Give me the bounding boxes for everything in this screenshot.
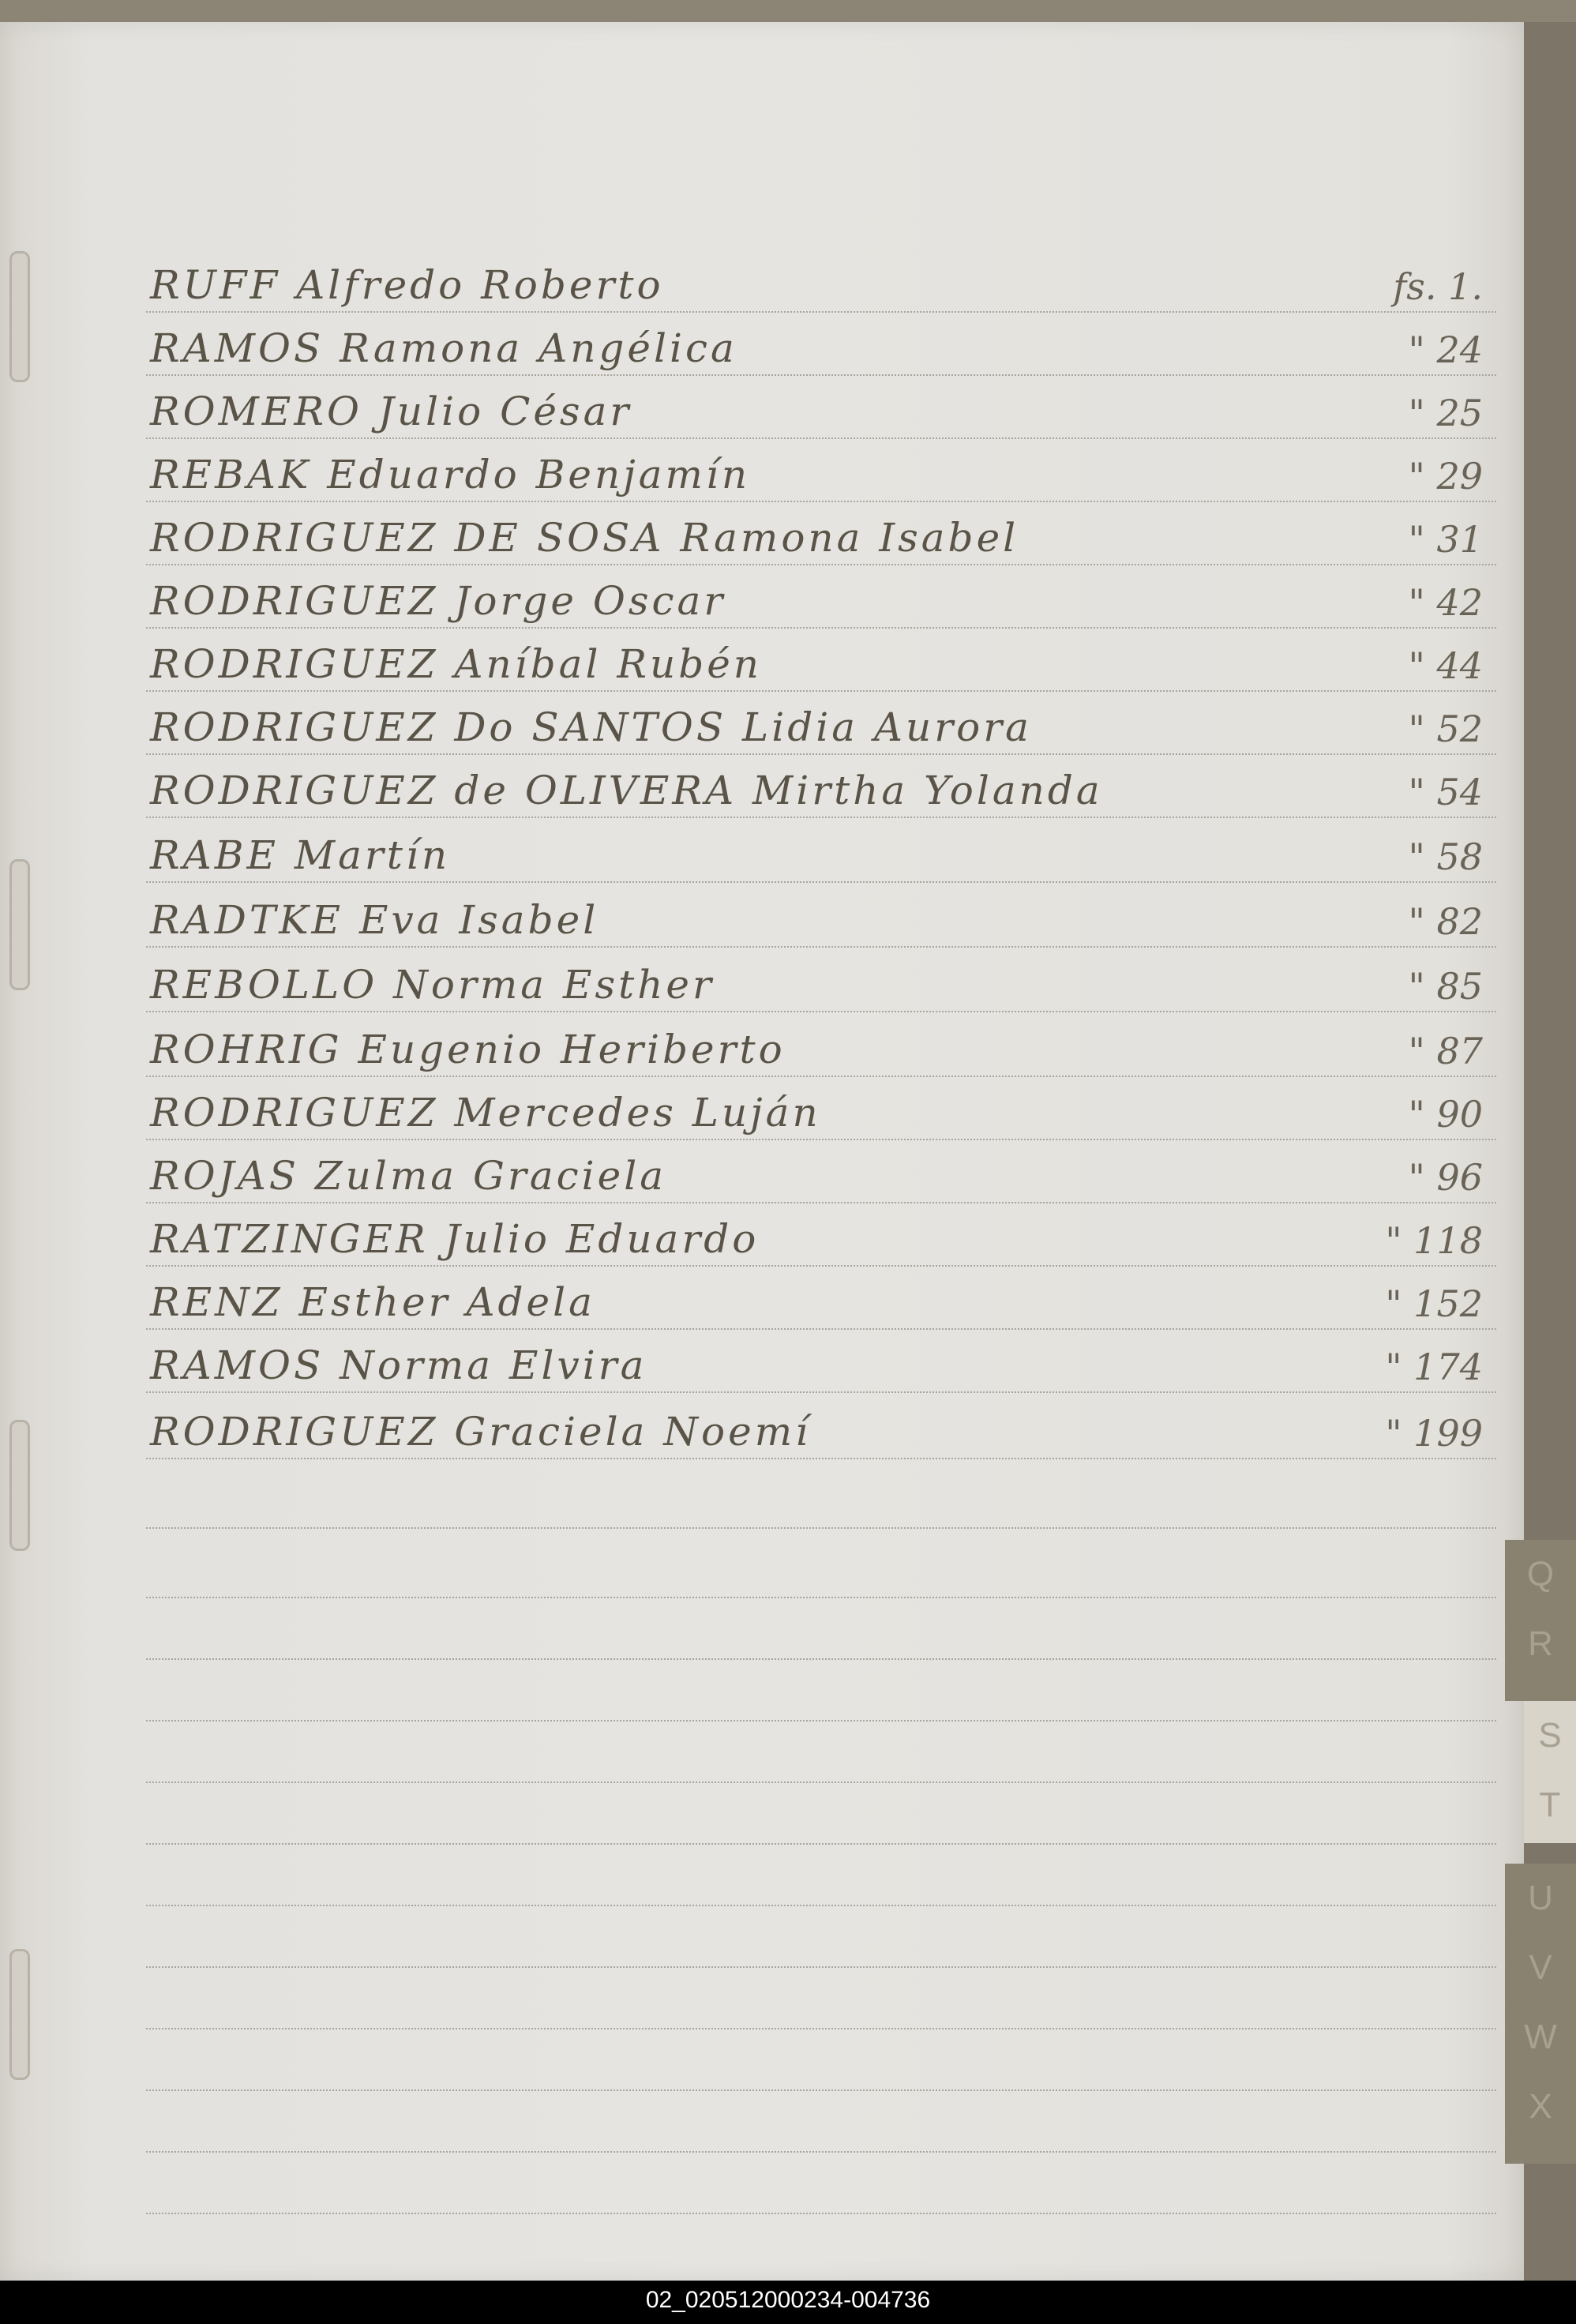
ruled-line — [146, 817, 1496, 818]
entry-folio: " 54 — [1408, 771, 1483, 813]
ruled-line — [146, 1905, 1496, 1906]
index-tab-lower[interactable] — [1505, 1864, 1576, 2164]
ruled-line — [146, 1011, 1496, 1012]
entry-folio: " 174 — [1385, 1346, 1483, 1388]
ruled-line — [146, 2151, 1496, 2153]
index-entry — [0, 1331, 1524, 1395]
ruled-line — [146, 690, 1496, 692]
index-entry — [0, 1398, 1524, 1461]
entry-folio: " 90 — [1408, 1093, 1483, 1136]
scan-footer — [0, 2281, 1576, 2324]
entry-name: RADTKE Eva Isabel — [150, 897, 599, 943]
ruled-line — [146, 1720, 1496, 1721]
entry-name: RODRIGUEZ Do SANTOS Lidia Aurora — [150, 704, 1032, 750]
entry-name: REBOLLO Norma Esther — [150, 962, 715, 1008]
ruled-line — [146, 2028, 1496, 2029]
index-entry — [0, 1142, 1524, 1205]
ruled-line — [146, 1966, 1496, 1968]
entry-folio: " 29 — [1408, 455, 1483, 497]
ruled-line — [146, 1328, 1496, 1330]
ruled-line — [146, 501, 1496, 502]
index-tab-middle[interactable] — [1524, 1701, 1576, 1843]
ruled-line — [146, 753, 1496, 755]
index-entry — [0, 630, 1524, 693]
ruled-line — [146, 2089, 1496, 2091]
entry-folio: " 58 — [1408, 835, 1483, 878]
entry-name: RENZ Esther Adela — [150, 1279, 595, 1325]
entry-name: ROHRIG Eugenio Heriberto — [150, 1027, 786, 1072]
index-entry — [0, 1268, 1524, 1331]
entry-folio: " 25 — [1408, 392, 1483, 434]
ruled-line — [146, 2213, 1496, 2214]
entry-name: RUFF Alfredo Roberto — [150, 262, 664, 308]
ruled-line — [146, 311, 1496, 313]
ruled-line — [146, 1458, 1496, 1459]
ruled-line — [146, 1527, 1496, 1529]
entry-folio: " 96 — [1408, 1156, 1483, 1199]
entry-folio: " 87 — [1408, 1030, 1483, 1072]
index-page — [0, 22, 1524, 2281]
ruled-line — [146, 1843, 1496, 1845]
index-entry — [0, 951, 1524, 1014]
ruled-line — [146, 1265, 1496, 1267]
index-entry — [0, 693, 1524, 757]
ruled-line — [146, 1202, 1496, 1203]
entry-name: ROJAS Zulma Graciela — [150, 1153, 667, 1199]
entry-name: RODRIGUEZ Graciela Noemí — [150, 1409, 812, 1455]
entry-folio: fs. 1. — [1393, 265, 1483, 308]
index-tab-letter: R — [1528, 1624, 1553, 1663]
index-entry — [0, 504, 1524, 567]
entry-name: RODRIGUEZ Jorge Oscar — [150, 578, 726, 624]
entry-name: RATZINGER Julio Eduardo — [150, 1216, 760, 1262]
entry-name: RODRIGUEZ DE SOSA Ramona Isabel — [150, 515, 1019, 561]
index-tab-letter: X — [1529, 2087, 1552, 2126]
index-entry — [0, 441, 1524, 504]
scan-top-edge — [0, 0, 1576, 22]
index-entry — [0, 567, 1524, 630]
entry-name: RODRIGUEZ Mercedes Luján — [150, 1090, 821, 1136]
ruled-line — [146, 1781, 1496, 1783]
index-entry — [0, 377, 1524, 441]
entry-folio: " 85 — [1408, 965, 1483, 1008]
index-tab-letter: Q — [1526, 1555, 1555, 1594]
entry-name: RAMOS Norma Elvira — [150, 1342, 647, 1388]
binding-thread-4 — [9, 1949, 30, 2080]
index-tab-letter: V — [1529, 1948, 1552, 1987]
index-tab-letter: T — [1539, 1785, 1561, 1824]
index-entry — [0, 1205, 1524, 1268]
entry-folio: " 24 — [1408, 329, 1483, 371]
index-entry — [0, 251, 1524, 314]
entry-folio: " 152 — [1385, 1282, 1483, 1325]
ruled-line — [146, 946, 1496, 948]
entry-folio: " 118 — [1385, 1219, 1483, 1262]
entry-folio: " 52 — [1408, 708, 1483, 750]
ruled-line — [146, 627, 1496, 629]
entry-folio: " 44 — [1408, 644, 1483, 687]
entry-folio: " 199 — [1385, 1412, 1483, 1455]
ruled-line — [146, 1076, 1496, 1077]
ruled-line — [146, 1597, 1496, 1598]
ruled-line — [146, 1139, 1496, 1140]
ruled-line — [146, 881, 1496, 883]
index-entry — [0, 821, 1524, 884]
ruled-line — [146, 564, 1496, 565]
index-entry — [0, 1016, 1524, 1079]
index-tab-letter: U — [1528, 1879, 1553, 1917]
index-entry — [0, 757, 1524, 820]
entry-name: ROMERO Julio César — [150, 389, 632, 434]
entry-folio: " 42 — [1408, 581, 1483, 624]
scan-file-label: 02_020512000234-004736 — [645, 2287, 931, 2313]
entry-name: RODRIGUEZ de OLIVERA Mirtha Yolanda — [150, 768, 1103, 813]
entry-name: RODRIGUEZ Aníbal Rubén — [150, 641, 762, 687]
index-entry — [0, 886, 1524, 949]
index-tab-letter: S — [1538, 1716, 1562, 1755]
ruled-line — [146, 374, 1496, 376]
index-tab-letter: W — [1524, 2018, 1557, 2056]
ruled-line — [146, 1391, 1496, 1393]
entry-folio: " 31 — [1408, 518, 1483, 561]
ruled-line — [146, 1658, 1496, 1660]
entry-name: RAMOS Ramona Angélica — [150, 325, 737, 371]
index-entry — [0, 1079, 1524, 1142]
ruled-line — [146, 437, 1496, 439]
index-entry — [0, 314, 1524, 377]
entry-name: RABE Martín — [150, 832, 451, 878]
entry-folio: " 82 — [1408, 900, 1483, 943]
index-tab-upper[interactable] — [1505, 1540, 1576, 1701]
entry-name: REBAK Eduardo Benjamín — [150, 452, 751, 497]
